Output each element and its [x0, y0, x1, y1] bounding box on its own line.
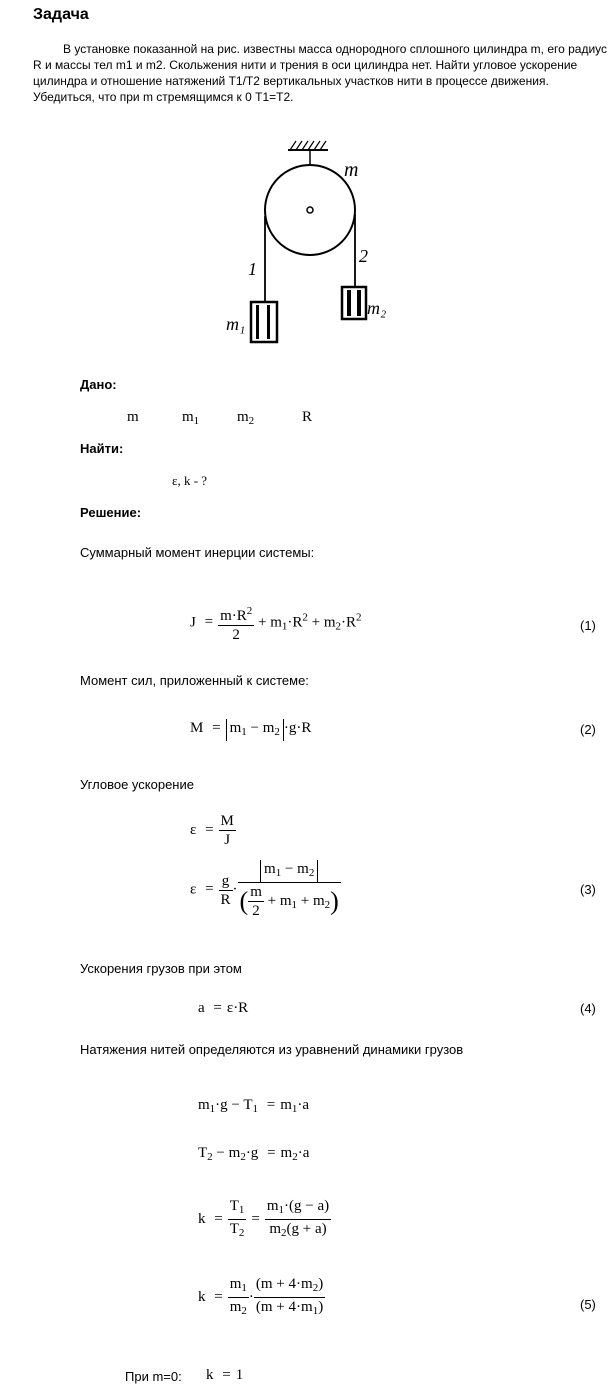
label-m: m [344, 159, 359, 181]
label-string-1: 1 [248, 259, 257, 279]
step-5-text: Натяжения нитей определяются из уравнений динамики грузов [80, 1042, 464, 1057]
dynamics-eq-1: $m_1\cdot g - T_1 = m_1\cdot a$ [198, 1097, 310, 1115]
equation-3: ε = $\frac{g}{R}$ · $m_1 - m_2$ ( $\frac{m}{2}$ + $m_1 + m_2$) [190, 861, 339, 919]
find-value: ε, k - ? [172, 473, 208, 488]
equation-number-2: (2) [580, 722, 596, 737]
equation-1: J = $\frac{m\cdot R^2}{2}$ + $m_1\cdot R^2 + m_2\cdot R^2$ [190, 602, 362, 644]
find-label: Найти: [80, 441, 124, 456]
equation-number-1: (1) [580, 618, 596, 633]
given-m1: $m_1$ [182, 409, 200, 427]
equation-number-4: (4) [580, 1001, 596, 1016]
step-2-text: Момент сил, приложенный к системе: [80, 673, 309, 688]
dynamics-eq-2: $T_2 - m_2\cdot g = m_2\cdot a$ [198, 1145, 310, 1163]
equation-number-5: (5) [580, 1297, 596, 1312]
label-m2: m₂ [367, 298, 387, 318]
problem-text: В установке показанной на рис. известны масса однородного сплошного цилиндра m, его радиус R и массы тел m1 и m2. Скольжения нити и трения в оси цилиндра нет. Найти угловое ускорение цилиндра и отношение натяжений T1/T2 вертикальных участков нити в процессе движения. Убедиться, что при m стремящимся к 0 T1=T2. [33, 42, 608, 104]
step-4-text: Ускорения грузов при этом [80, 961, 242, 976]
label-string-2: 2 [359, 246, 368, 266]
equation-4: a = ε·R [198, 1000, 249, 1016]
solution-label: Решение: [80, 505, 142, 520]
equation-number-3: (3) [580, 882, 596, 897]
equation-2: $M = m_1 - m_2 \cdot g\cdot R$ [190, 719, 311, 741]
final-prefix: При m=0: [125, 1369, 182, 1384]
ratio-eq: k = $\frac{T_1}{T_2}$ = $\frac{m_1\cdot(g - a)}{m_2(g + a)}$ [198, 1198, 330, 1239]
step-1-text: Суммарный момент инерции системы: [80, 545, 315, 560]
equation-eps-def: ε = $\frac{M}{J}$ [190, 813, 234, 848]
equation-5: k = $\frac{m_1}{m_2}$ · $\frac{(m + 4\cdot m_2)}{(m + 4\cdot m_1)}$ [198, 1276, 324, 1317]
page-title: Задача [33, 6, 89, 23]
given-label: Дано: [80, 377, 117, 392]
given-r: R [302, 409, 313, 425]
pulley-figure [220, 132, 400, 347]
given-m: m [127, 409, 139, 425]
given-m2: $m_2$ [237, 409, 255, 427]
label-m1: m₁ [226, 314, 246, 334]
problem-statement [33, 41, 608, 105]
final-result: k = 1 [206, 1367, 244, 1383]
step-3-text: Угловое ускорение [80, 777, 194, 792]
